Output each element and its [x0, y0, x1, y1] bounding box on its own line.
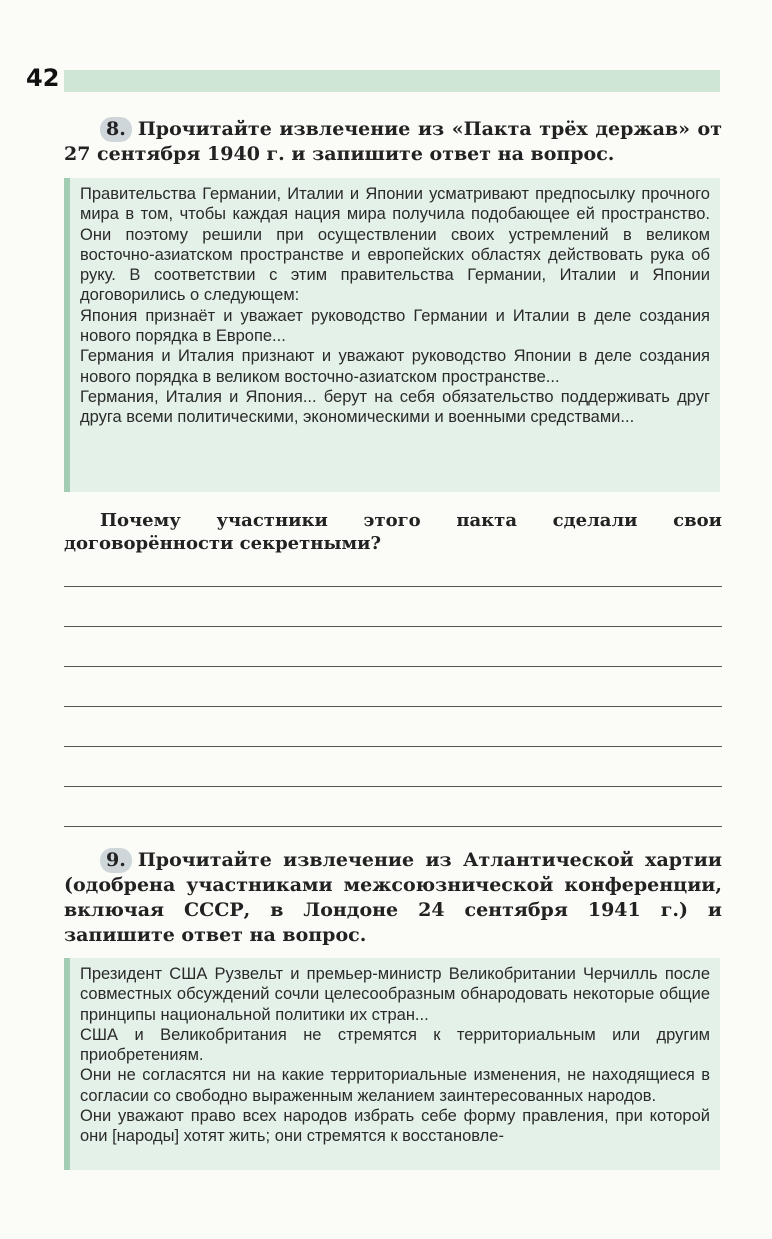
excerpt-paragraph: Япония признаёт и уважает руководство Германии и Италии в деле создания нового порядка в Европе... [80, 306, 710, 346]
answer-line[interactable] [64, 666, 722, 667]
excerpt-paragraph: Германия и Италия признают и уважают руководство Японии в деле создания нового порядка в великом восточно-азиатском пространстве... [80, 347, 710, 386]
header-band [64, 70, 720, 92]
task-9-instruction [64, 848, 722, 948]
task-9-text: Прочитайте извлечение из Атлантической хартии (одобрена участниками межсоюзнической конференции, включая СССР, в Лондоне 24 сентября 1941 г.) и запишите ответ на вопрос. [64, 849, 722, 946]
excerpt-paragraph: Правительства Германии, Италии и Японии усматривают предпосылку прочного мира в том, чтобы каждая нация мира получила подобающее ей пространство. Они поэтому решили при осуществлении своих устремлений в великом восточно-азиатском пространстве и европейских областях действовать рука об руку. В соответствии с этим правительства Германии, Италии и Японии договорились о следующем: [80, 185, 710, 305]
answer-line[interactable] [64, 826, 722, 827]
page-number: 42 [26, 64, 60, 92]
excerpt-paragraph: Они не согласятся ни на какие территориальные изменения, не находящиеся в согласии со свободно выраженным желанием заинтересованных народов. [80, 1066, 710, 1105]
task-9-number: 9. [100, 848, 132, 873]
task-8-instruction [64, 117, 722, 167]
answer-line[interactable] [64, 706, 722, 707]
excerpt-paragraph: Германия, Италия и Япония... берут на себя обязательство поддерживать друг друга всеми политическими, экономическими и военными средствами... [80, 387, 710, 427]
excerpt-paragraph: Президент США Рузвельт и премьер-министр Великобритании Черчилль после совместных обсуждений сочли целесообразным обнародовать некоторые общие принципы национальной политики их стран... [80, 965, 710, 1024]
answer-line[interactable] [64, 786, 722, 787]
task-8-number: 8. [100, 117, 132, 142]
answer-line[interactable] [64, 746, 722, 747]
answer-line[interactable] [64, 626, 722, 627]
answer-line[interactable] [64, 586, 722, 587]
task-8-question: Почему участники этого пакта сделали свои договорённости секретными? [64, 510, 722, 554]
task-8-excerpt [64, 178, 720, 492]
excerpt-paragraph: Они уважают право всех народов избрать себе форму правления, при которой они [народы] хотят жить; они стремятся к восстановле- [80, 1107, 710, 1146]
task-8-text: Прочитайте извлечение из «Пакта трёх держав» от 27 сентября 1940 г. и запишите ответ на вопрос. [64, 118, 722, 165]
task-9-excerpt [64, 958, 720, 1170]
excerpt-paragraph: США и Великобритания не стремятся к территориальным или другим приобретениям. [80, 1025, 710, 1065]
